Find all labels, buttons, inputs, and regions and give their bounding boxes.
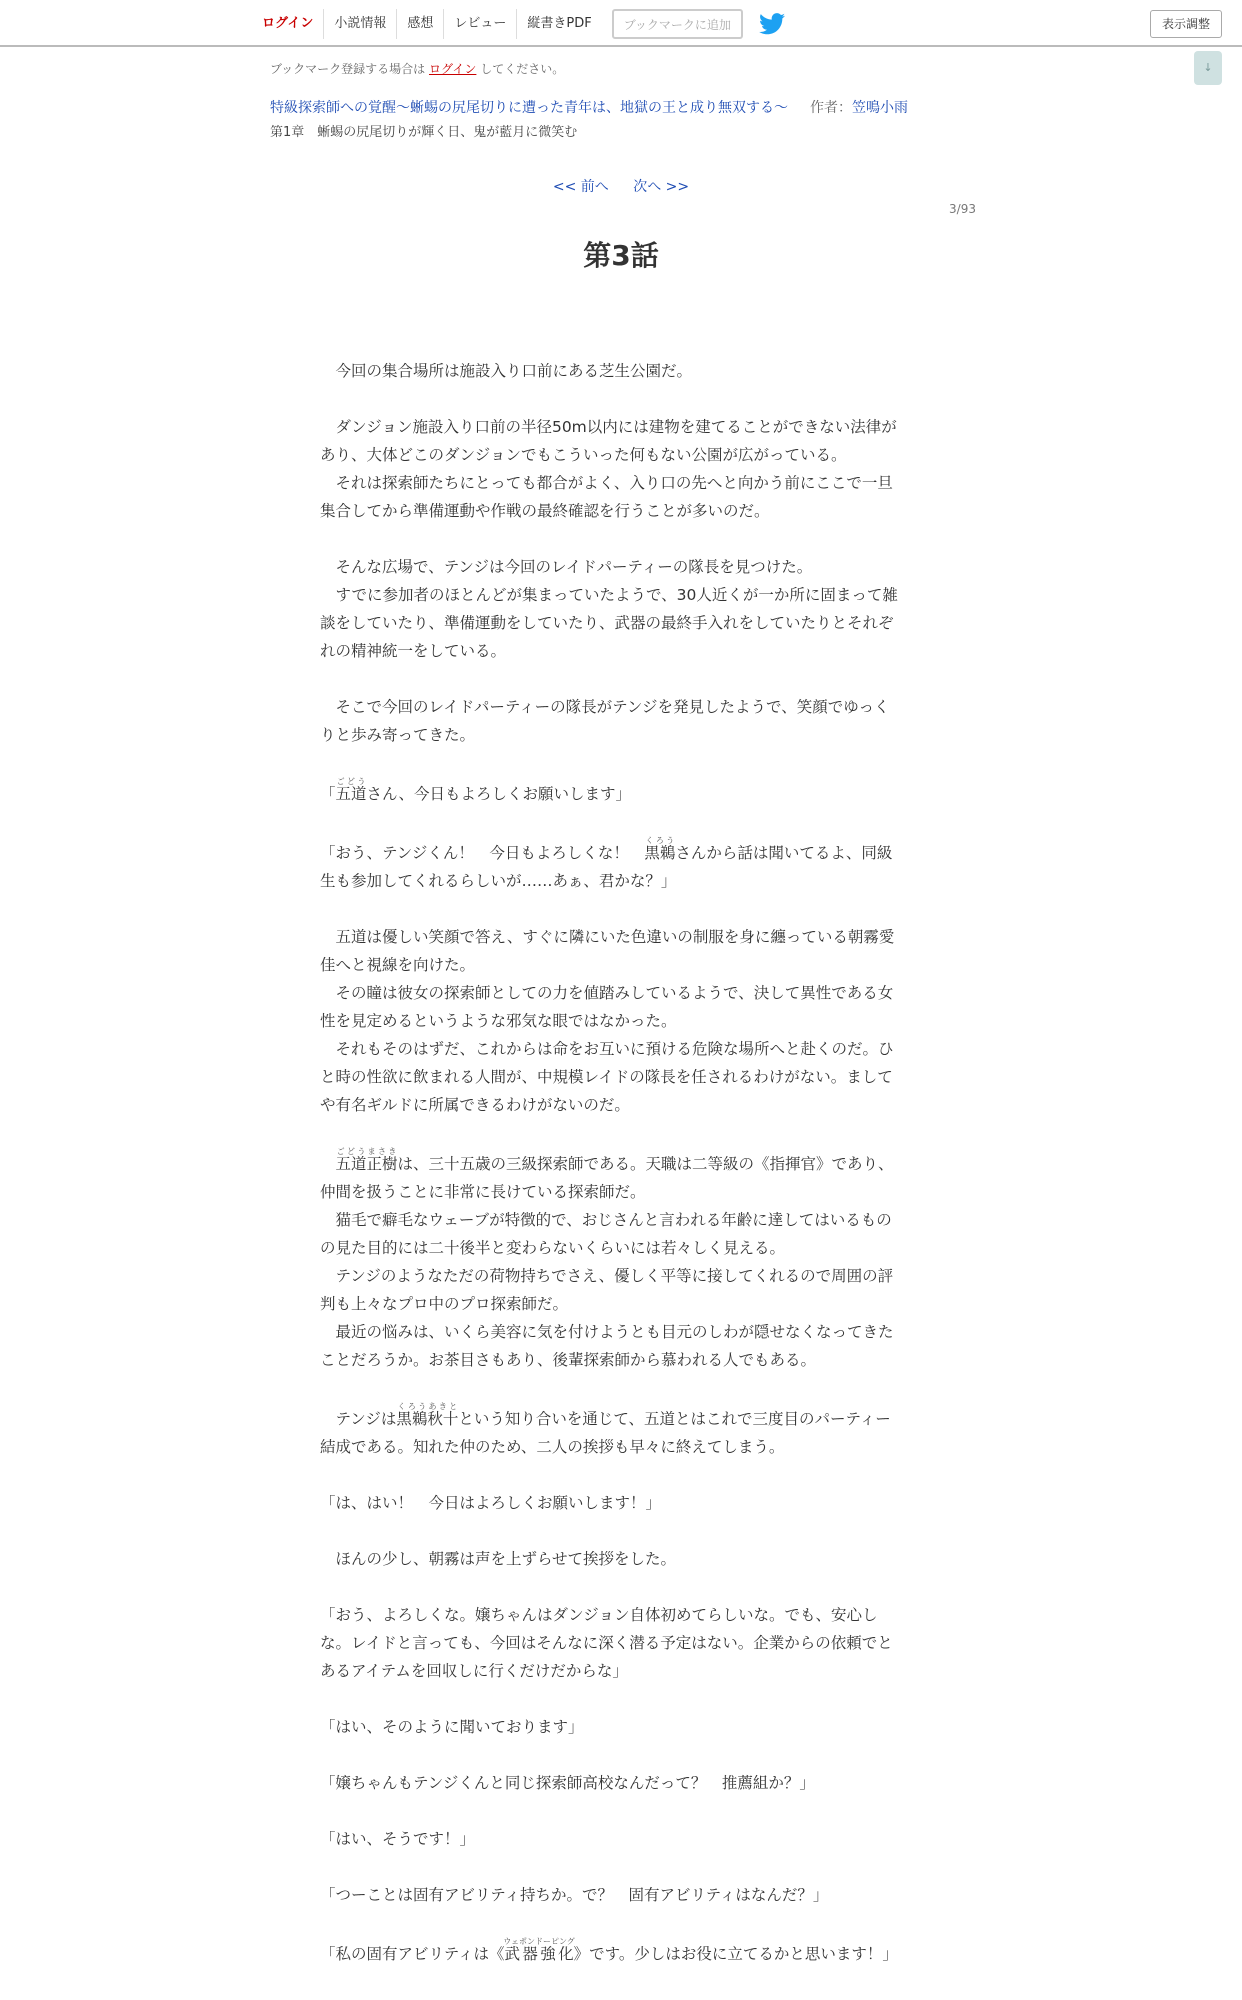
ruby-annotation — [644, 836, 676, 862]
body-line — [320, 1119, 922, 1147]
body-line — [320, 1769, 922, 1797]
body-line — [320, 693, 922, 721]
body-line — [320, 1035, 922, 1063]
body-line — [320, 497, 922, 525]
author-link[interactable]: 笠鳴小雨 — [852, 100, 908, 116]
body-line — [320, 895, 922, 923]
novel-info-link[interactable]: 小説情報 — [324, 9, 397, 39]
top-navigation-bar — [0, 0, 1242, 47]
body-line — [320, 637, 922, 665]
body-text-segment: れの精神統一をしている。 — [320, 642, 507, 660]
body-text-segment: テンジのようなただの荷物持ちでさえ、優しく平等に接してくれるので周囲の評 — [320, 1267, 894, 1285]
novel-header — [270, 97, 908, 117]
body-text-segment: テンジは — [320, 1410, 397, 1428]
body-line — [320, 979, 922, 1007]
body-line — [320, 665, 922, 693]
body-line — [320, 1489, 922, 1517]
body-line — [320, 441, 922, 469]
body-line — [320, 1206, 922, 1234]
chapter-title: 第1章 蜥蜴の尻尾切りが輝く日、鬼が藍月に微笑む — [270, 125, 578, 140]
body-line — [320, 1657, 922, 1685]
body-line — [320, 1346, 922, 1374]
body-line — [320, 1545, 922, 1573]
body-line — [320, 385, 922, 413]
add-bookmark-button[interactable]: ブックマークに追加 — [612, 9, 743, 39]
body-line — [320, 1741, 922, 1769]
body-text-segment: 最近の悩みは、いくら美容に気を付けようとも目元のしわが隠せなくなってきた — [320, 1323, 894, 1341]
body-line — [320, 1601, 922, 1629]
body-text-segment: あり、大体どこのダンジョンでもこういった何もない公園が広がっている。 — [320, 446, 847, 464]
ruby-annotation — [396, 1402, 459, 1428]
body-line — [320, 777, 922, 808]
body-line — [320, 1713, 922, 1741]
body-line — [320, 413, 922, 441]
body-text-segment: 談をしていたり、準備運動をしていたり、武器の最終手入れをしていたりとそれぞ — [320, 614, 894, 632]
body-text-segment: 生も参加してくれるらしいが……あぁ、君かな？」 — [320, 872, 677, 890]
novel-title-link[interactable]: 特級探索師への覚醒～蜥蜴の尻尾切りに遭った青年は、地獄の王と成り無双する～ — [270, 100, 788, 116]
body-line — [320, 581, 922, 609]
top-nav-links — [252, 9, 785, 39]
body-line — [320, 1573, 922, 1601]
login-link[interactable]: ログイン — [252, 9, 324, 39]
body-text-segment: さん、今日もよろしくお願いします」 — [366, 785, 631, 803]
body-text-segment: 集合してから準備運動や作戦の最終確認を行うことが多いのだ。 — [320, 502, 770, 520]
body-line — [320, 1374, 922, 1402]
ruby-reading: くろうあきと — [396, 1402, 459, 1411]
body-line — [320, 1433, 922, 1461]
body-line — [320, 808, 922, 836]
body-text-segment: ダンジョン施設入り口前の半径50m以内には建物を建てることができない法律が — [320, 418, 897, 436]
body-line — [320, 1402, 922, 1433]
body-line — [320, 1290, 922, 1318]
body-line — [320, 1909, 922, 1937]
ruby-base: 黒鵜 — [644, 844, 676, 862]
ruby-reading: くろう — [644, 836, 676, 845]
body-text-segment: 性を見定めるというような邪気な眼ではなかった。 — [320, 1012, 677, 1030]
episode-pager — [0, 176, 1242, 196]
body-text-segment: 「 — [320, 785, 336, 803]
body-text-segment: それもそのはずだ、これからは命をお互いに預ける危険な場所へと赴くのだ。ひ — [320, 1040, 894, 1058]
ruby-annotation — [335, 777, 367, 803]
body-line — [320, 1262, 922, 1290]
body-line — [320, 836, 922, 867]
body-line — [320, 749, 922, 777]
body-text-segment: 「はい、そうです！」 — [320, 1830, 476, 1848]
author-label: 作者： — [810, 100, 852, 116]
ruby-reading: ごどうまさき — [335, 1147, 398, 1156]
ruby-base: 五道正樹 — [335, 1155, 398, 1173]
bookmark-notice-text: ブックマーク登録する場合は — [270, 62, 429, 76]
body-text-segment: 今回の集合場所は施設入り口前にある芝生公園だ。 — [320, 362, 693, 380]
body-text-segment: そこで今回のレイドパーティーの隊長がテンジを発見したようで、笑顔でゆっく — [320, 698, 890, 716]
novel-body-text — [320, 357, 922, 1968]
episode-counter: 3/93 — [949, 202, 976, 216]
body-line — [320, 1797, 922, 1825]
body-text-segment: さんから話は聞いてるよ、同級 — [675, 844, 893, 862]
body-line — [320, 1007, 922, 1035]
body-text-segment: 》です。少しはお役に立てるかと思います！」 — [573, 1945, 898, 1963]
body-text-segment: 「つーことは固有アビリティ持ちか。で？ 固有アビリティはなんだ？」 — [320, 1886, 829, 1904]
body-text-segment: 「おう、テンジくん！ 今日もよろしくな！ — [320, 844, 645, 862]
notice-login-link[interactable]: ログイン — [428, 62, 477, 76]
twitter-icon[interactable] — [759, 13, 785, 35]
episode-title: 第3話 — [583, 239, 659, 272]
body-line — [320, 1318, 922, 1346]
body-line — [320, 1825, 922, 1853]
body-text-segment: 「はい、そのように聞いております」 — [320, 1718, 584, 1736]
body-line — [320, 721, 922, 749]
body-line — [320, 1629, 922, 1657]
body-text-segment: な。レイドと言っても、今回はそんなに深く潜る予定はない。企業からの依頼でと — [320, 1634, 893, 1652]
body-text-segment: りと歩み寄ってきた。 — [320, 726, 476, 744]
ruby-reading: ごどう — [335, 777, 367, 786]
body-text-segment: 「は、はい！ 今日はよろしくお願いします！」 — [320, 1494, 662, 1512]
body-line — [320, 867, 922, 895]
body-line — [320, 1685, 922, 1713]
ruby-reading: ウェポンドーピング — [503, 1937, 575, 1946]
body-line — [320, 1881, 922, 1909]
vertical-pdf-link[interactable]: 縦書きPDF — [527, 16, 592, 31]
body-text-segment: 「嬢ちゃんもテンジくんと同じ探索師高校なんだって？ 推薦組か？」 — [320, 1774, 815, 1792]
body-line — [320, 1517, 922, 1545]
body-line — [320, 1091, 922, 1119]
impressions-link[interactable]: 感想 — [397, 9, 444, 39]
body-line — [320, 357, 922, 385]
body-text-segment: や有名ギルドに所属できるわけがないのだ。 — [320, 1096, 630, 1114]
body-text-segment: 五道は優しい笑顔で答え、すぐに隣にいた色違いの制服を身に纏っている朝霧愛 — [320, 928, 895, 946]
body-text-segment: ほんの少し、朝霧は声を上ずらせて挨拶をした。 — [320, 1550, 677, 1568]
body-line — [320, 553, 922, 581]
body-line — [320, 1234, 922, 1262]
body-line — [320, 469, 922, 497]
body-text-segment: そんな広場で、テンジは今回のレイドパーティーの隊長を見つけた。 — [320, 558, 813, 576]
body-text-segment: すでに参加者のほとんどが集まっていたようで、30人近くが一か所に固まって雑 — [320, 586, 898, 604]
display-settings-button[interactable]: 表示調整 — [1150, 10, 1222, 38]
ruby-annotation — [503, 1937, 575, 1963]
body-text-segment: という知り合いを通じて、五道とはこれで三度目のパーティー — [458, 1410, 891, 1428]
body-text-segment: 仲間を扱うことに非常に長けている探索師だ。 — [320, 1183, 646, 1201]
body-text-segment: 「おう、よろしくな。嬢ちゃんはダンジョン自体初めてらしいな。でも、安心し — [320, 1606, 878, 1624]
body-line — [320, 923, 922, 951]
body-line — [320, 1853, 922, 1881]
body-line — [320, 525, 922, 553]
next-episode-link[interactable]: 次へ >> — [633, 179, 690, 195]
body-text-segment: 「私の固有アビリティは《 — [320, 1945, 505, 1963]
review-link[interactable]: レビュー — [444, 9, 517, 39]
body-line — [320, 951, 922, 979]
body-text-segment: 佳へと視線を向けた。 — [320, 956, 476, 974]
body-text-segment: と時の性欲に飲まれる人間が、中規模レイドの隊長を任されるわけがない。まして — [320, 1068, 893, 1086]
body-line — [320, 1178, 922, 1206]
bookmark-login-notice — [270, 60, 564, 77]
body-text-segment: 猫毛で癖毛なウェーブが特徴的で、おじさんと言われる年齢に達してはいるもの — [320, 1211, 892, 1229]
body-text-segment: その瞳は彼女の探索師としての力を値踏みしているようで、決して異性である女 — [320, 984, 894, 1002]
body-text-segment: は、三十五歳の三級探索師である。天職は二等級の《指揮官》であり、 — [397, 1155, 894, 1173]
scroll-down-button[interactable]: ↓ — [1194, 51, 1222, 85]
ruby-annotation — [335, 1147, 398, 1173]
body-text-segment — [320, 1155, 336, 1173]
body-line — [320, 1937, 922, 1968]
body-text-segment: あるアイテムを回収しに行くだけだからな」 — [320, 1662, 628, 1680]
body-text-segment: それは探索師たちにとっても都合がよく、入り口の先へと向かう前にここで一旦 — [320, 474, 893, 492]
prev-episode-link[interactable]: << 前へ — [552, 179, 609, 195]
body-line — [320, 1461, 922, 1489]
body-line — [320, 1063, 922, 1091]
ruby-base: 武器強化 — [503, 1945, 575, 1963]
ruby-base: 五道 — [335, 785, 367, 803]
body-line — [320, 1147, 922, 1178]
body-text-segment: 結成である。知れた仲のため、二人の挨拶も早々に終えてしまう。 — [320, 1438, 785, 1456]
bookmark-notice-text-end: してください。 — [476, 62, 565, 76]
body-line — [320, 609, 922, 637]
body-text-segment: ことだろうか。お茶目さもあり、後輩探索師から慕われる人でもある。 — [320, 1351, 817, 1369]
ruby-base: 黒鵜秋十 — [396, 1410, 459, 1428]
body-text-segment: の見た目的には二十後半と変わらないくらいには若々しく見える。 — [320, 1239, 786, 1257]
body-text-segment: 判も上々なプロ中のプロ探索師だ。 — [320, 1295, 569, 1313]
